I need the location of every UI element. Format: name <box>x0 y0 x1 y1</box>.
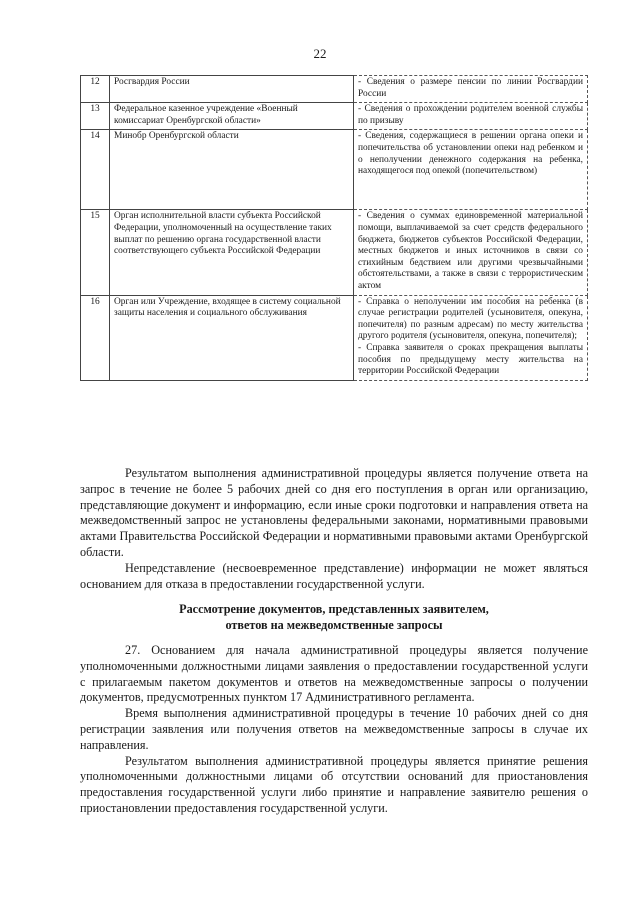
paragraph: Непредставление (несвоевременное представление) информации не может являться основанием для отказа в предоставлении государственной услуги. <box>80 560 588 591</box>
review-paragraphs <box>80 643 588 817</box>
information-cell <box>354 76 588 103</box>
information-item: - Сведения о размере пенсии по линии Росгвардии России <box>358 77 583 99</box>
row-number: 16 <box>81 295 110 380</box>
information-item: - Справка заявителя о сроках прекращения выплаты пособия по предыдущему месту жительства на территории Российской Федерации <box>358 342 583 377</box>
result-paragraphs <box>80 466 588 592</box>
row-number: 12 <box>81 76 110 103</box>
information-cell <box>354 103 588 130</box>
organization-cell: Минобр Оренбургской области <box>110 130 354 210</box>
table-row <box>81 76 588 103</box>
organization-cell: Федеральное казенное учреждение «Военный комиссариат Оренбургской области» <box>110 103 354 130</box>
row-number: 15 <box>81 210 110 295</box>
information-cell <box>354 295 588 380</box>
information-item: - Сведения о прохождении родителем военной службы по призыву <box>358 104 583 126</box>
table-row <box>81 295 588 380</box>
paragraph: 27. Основанием для начала административной процедуры является получение уполномоченными должностными лицами заявления о предоставлении государственной услуги с прилагаемым пакетом документов и ответов на межведомственные запросы о получении документов, предусмотренных пунктом 17 Административного регламента. <box>80 643 588 705</box>
paragraph: Время выполнения административной процедуры в течение 10 рабочих дней со дня регистрации заявления или получения ответов на межведомственные запросы в случае их направления. <box>80 706 588 752</box>
information-item: - Сведения о суммах единовременной материальной помощи, выплачиваемой за счет средств федерального бюджета, бюджетов субъектов Российской Федерации, местных бюджетов и иных источников в связи со стихийным бедствием или другими чрезвычайными обстоятельствами, а также в связи с террористическим актом <box>358 211 583 291</box>
information-item: - Сведения, содержащиеся в решении органа опеки и попечительства об установлении опеки над ребенком и о неполучении денежного содержания на ребенка, находящегося под опекой (попечительством) <box>358 131 583 177</box>
information-cell <box>354 210 588 295</box>
section-heading-line: ответов на межведомственные запросы <box>225 617 443 632</box>
section-heading <box>80 602 588 634</box>
organization-cell: Орган или Учреждение, входящее в систему социальной защиты населения и социального обслуживания <box>110 295 354 380</box>
table-row <box>81 130 588 210</box>
section-heading-line: Рассмотрение документов, представленных заявителем, <box>179 602 489 616</box>
row-number: 13 <box>81 103 110 130</box>
organization-cell: Росгвардия России <box>110 76 354 103</box>
paragraph: Результатом выполнения административной процедуры является принятие решения уполномоченными должностными лицами об отсутствии оснований для приостановления предоставления государственной услуги либо принятие и направление заявителю решения о приостановлении предоставления государственной услуги. <box>80 753 588 815</box>
information-item: - Справка о неполучении им пособия на ребенка (в случае регистрации родителей (усыновителя, опекуна, попечителя) по разным адресам) по месту жительства другого родителя (усыновителя, опекуна, попечителя); <box>358 296 583 342</box>
agency-requests-table <box>80 75 588 381</box>
table-row <box>81 210 588 295</box>
organization-cell: Орган исполнительной власти субъекта Российской Федерации, уполномоченный на осуществление таких выплат по решению органа государственной власти соответствующего субъекта Российской Федерации <box>110 210 354 295</box>
page-number: 22 <box>313 46 327 61</box>
table-row <box>81 103 588 130</box>
row-number: 14 <box>81 130 110 210</box>
information-cell <box>354 130 588 210</box>
paragraph: Результатом выполнения административной процедуры является получение ответа на запрос в течение не более 5 рабочих дней со дня его поступления в орган или организацию, представляющие документ и информацию, если иные сроки подготовки и направления ответа на межведомственный запрос не установлены федеральными законами, нормативными правовыми актами Правительства Российской Федерации и нормативными правовыми актами Оренбургской области. <box>80 466 588 559</box>
